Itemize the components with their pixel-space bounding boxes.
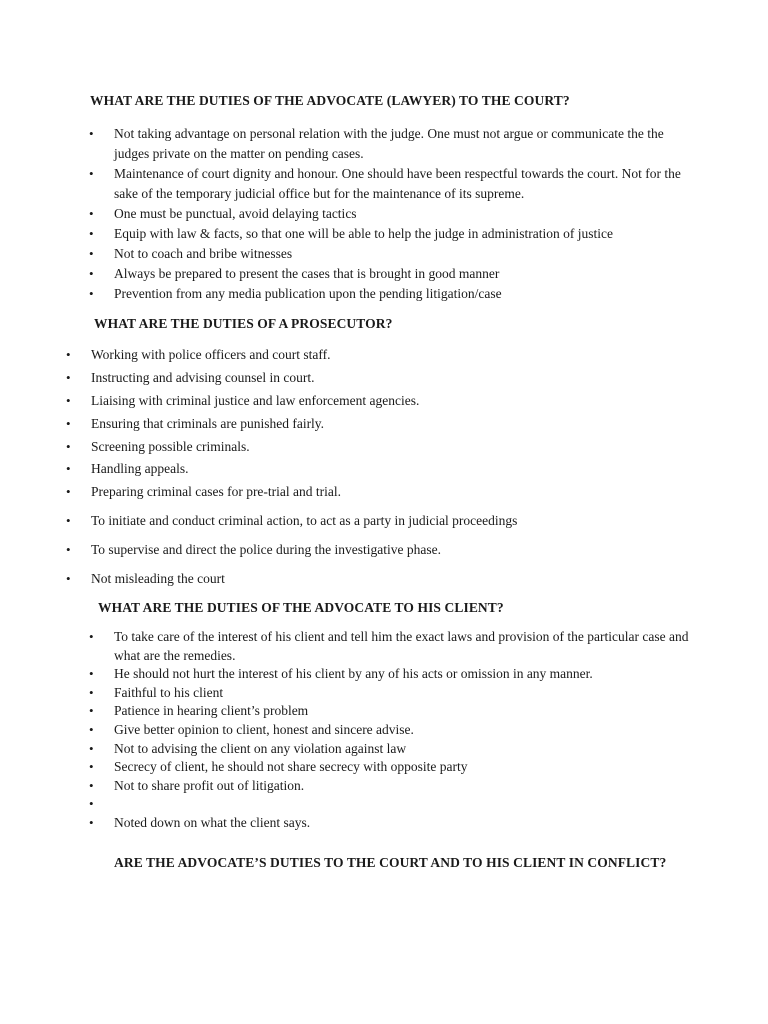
list-item: • Handling appeals.: [91, 459, 691, 479]
section-heading-prosecutor-duties: WHAT ARE THE DUTIES OF A PROSECUTOR?: [94, 316, 393, 331]
duties-to-court-list: [114, 124, 694, 304]
list-item: • One must be punctual, avoid delaying tactics: [114, 204, 694, 224]
list-item: • Always be prepared to present the cases that is brought in good manner: [114, 264, 694, 284]
list-item: • Give better opinion to client, honest and sincere advise.: [114, 721, 694, 740]
list-item: • Not to share profit out of litigation.: [114, 777, 694, 796]
list-item: • Faithful to his client: [114, 684, 694, 703]
list-item: • Patience in hearing client’s problem: [114, 702, 694, 721]
section-heading-duties-to-client: WHAT ARE THE DUTIES OF THE ADVOCATE TO HIS CLIENT?: [98, 600, 504, 615]
prosecutor-duties-list: [91, 345, 691, 592]
list-item: • Not to coach and bribe witnesses: [114, 244, 694, 264]
list-item-empty: [114, 795, 694, 814]
list-item: • He should not hurt the interest of his client by any of his acts or omission in any manner.: [114, 665, 694, 684]
section-heading-conflict-question: ARE THE ADVOCATE’S DUTIES TO THE COURT AND TO HIS CLIENT IN CONFLICT?: [114, 855, 667, 870]
list-item: • Noted down on what the client says.: [114, 814, 694, 833]
list-item: • Equip with law & facts, so that one will be able to help the judge in administration of justice: [114, 224, 694, 244]
list-item: • Secrecy of client, he should not share secrecy with opposite party: [114, 758, 694, 777]
list-item: • Instructing and advising counsel in court.: [91, 368, 691, 388]
list-item: • To take care of the interest of his client and tell him the exact laws and provision of the particular case and what are the remedies.: [114, 628, 694, 665]
list-item: • Not misleading the court: [91, 569, 691, 589]
list-item: • To initiate and conduct criminal action, to act as a party in judicial proceedings: [91, 511, 691, 531]
list-item: • Maintenance of court dignity and honour. One should have been respectful towards the court. Not for the sake of the temporary judicial office but for the maintenance of its supreme.: [114, 164, 694, 204]
list-item: • To supervise and direct the police during the investigative phase.: [91, 540, 691, 560]
section-heading-duties-to-court: WHAT ARE THE DUTIES OF THE ADVOCATE (LAWYER) TO THE COURT?: [90, 93, 570, 108]
list-item: • Not taking advantage on personal relation with the judge. One must not argue or communicate the the judges private on the matter on pending cases.: [114, 124, 694, 164]
list-item: • Preparing criminal cases for pre-trial and trial.: [91, 482, 691, 502]
duties-to-client-list: [114, 628, 694, 833]
list-item: • Working with police officers and court staff.: [91, 345, 691, 365]
list-item: • Liaising with criminal justice and law enforcement agencies.: [91, 391, 691, 411]
list-item: • Not to advising the client on any violation against law: [114, 740, 694, 759]
list-item: • Screening possible criminals.: [91, 437, 691, 457]
list-item: • Ensuring that criminals are punished fairly.: [91, 414, 691, 434]
list-item: • Prevention from any media publication upon the pending litigation/case: [114, 284, 694, 304]
